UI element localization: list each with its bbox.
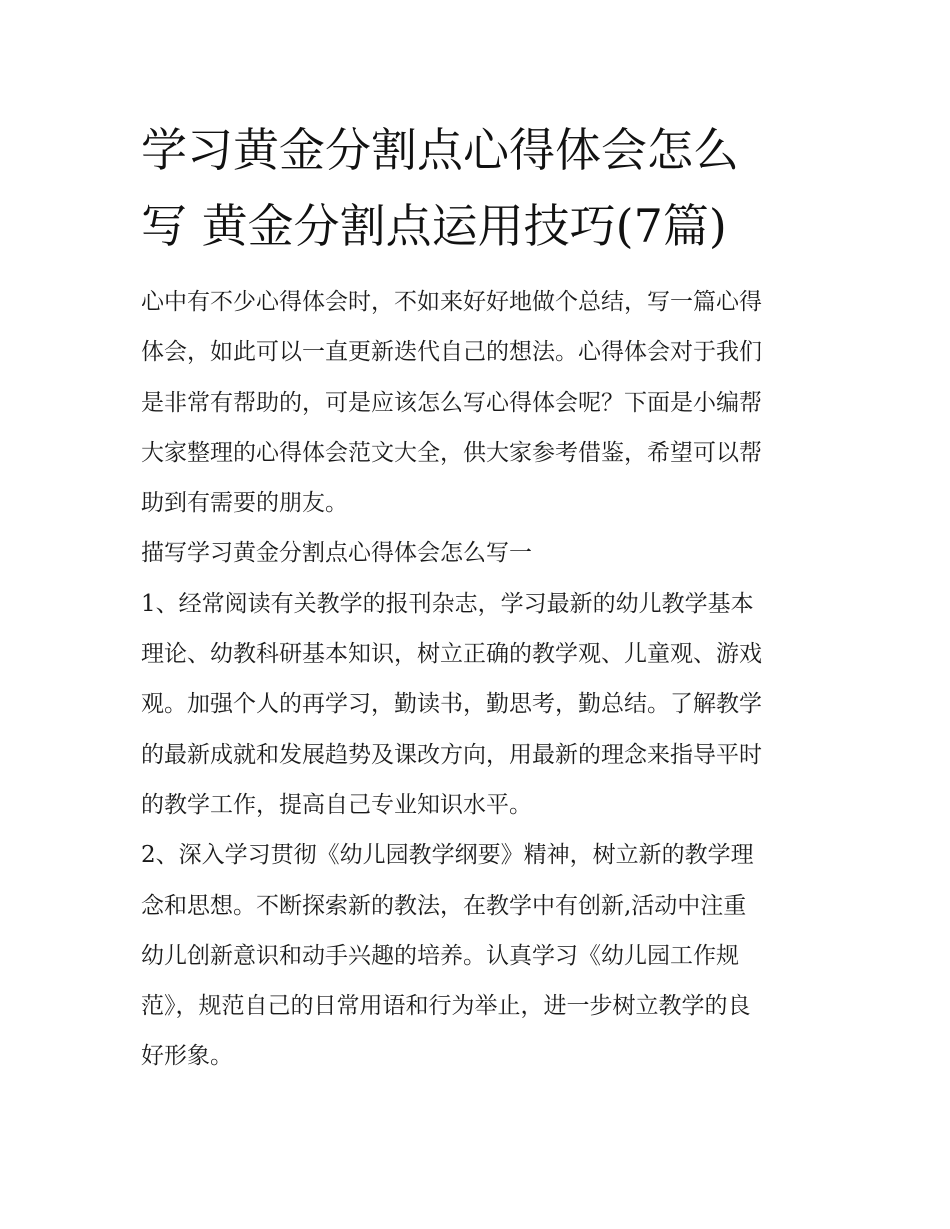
item-1-line: 的最新成就和发展趋势及课改方向，用最新的理念来指导平时 bbox=[141, 741, 762, 768]
item-2-line: 范》，规范自己的日常用语和行为举止，进一步树立教学的良 bbox=[141, 993, 751, 1020]
item-1-line: 理论、幼教科研基本知识，树立正确的教学观、儿童观、游戏 bbox=[141, 641, 762, 668]
item-2-line: 念和思想。不断探索新的教法，在教学中有创新,活动中注重 bbox=[141, 892, 747, 919]
item-1-line: 的教学工作，提高自己专业知识水平。 bbox=[141, 791, 532, 818]
document-body bbox=[141, 277, 821, 1082]
section-heading: 描写学习黄金分割点心得体会怎么写一 bbox=[141, 540, 532, 567]
intro-paragraph-line: 助到有需要的朋友。 bbox=[141, 490, 348, 517]
item-2-line: 幼儿创新意识和动手兴趣的培养。认真学习《幼儿园工作规 bbox=[141, 942, 739, 969]
intro-paragraph-line: 是非常有帮助的，可是应该怎么写心得体会呢？下面是小编帮 bbox=[141, 389, 762, 416]
title-line: 写 黄金分割点运用技巧(7篇) bbox=[141, 199, 727, 253]
document-title bbox=[141, 112, 821, 264]
item-2-line: 2、深入学习贯彻《幼儿园教学纲要》精神，树立新的教学理 bbox=[141, 842, 754, 869]
item-1-line: 观。加强个人的再学习，勤读书，勤思考，勤总结。了解教学 bbox=[141, 691, 762, 718]
intro-paragraph-line: 体会，如此可以一直更新迭代自己的想法。心得体会对于我们 bbox=[141, 339, 762, 366]
item-2-line: 好形象。 bbox=[141, 1043, 233, 1070]
intro-paragraph-line: 大家整理的心得体会范文大全，供大家参考借鉴，希望可以帮 bbox=[141, 439, 762, 466]
intro-paragraph-line: 心中有不少心得体会时，不如来好好地做个总结，写一篇心得 bbox=[141, 289, 762, 315]
title-line: 学习黄金分割点心得体会怎么 bbox=[141, 123, 739, 177]
item-1-line: 1、经常阅读有关教学的报刊杂志，学习最新的幼儿教学基本 bbox=[141, 590, 754, 617]
